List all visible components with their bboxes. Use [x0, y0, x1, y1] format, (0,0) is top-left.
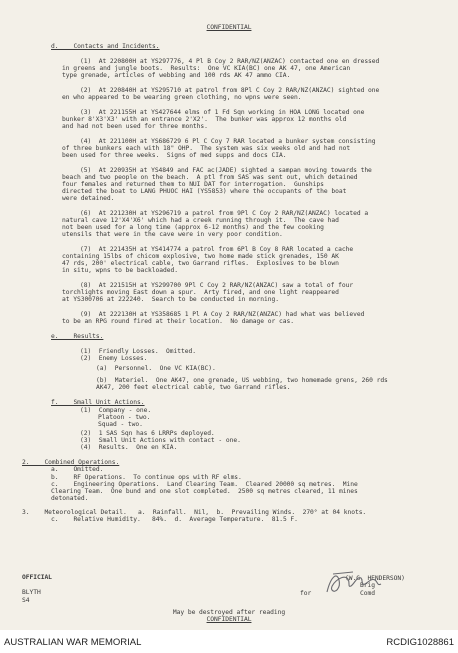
text-line: natural cave 12'X4'X6' which had a creek running through it. The cave had — [62, 217, 339, 224]
text-line: (2) 1 SAS Sqn has 6 LRRPs deployed. — [80, 430, 215, 437]
text-line: bunker 8'X3'X3' with an entrance 2'X2'. The bunker was approx 12 months old — [62, 116, 347, 123]
text-line: (2) Enemy Losses. — [80, 355, 148, 362]
signatory-rank: Brig — [360, 582, 375, 589]
text-line: (4) Results. One en KIA. — [80, 444, 178, 451]
text-line: containing 15lbs of chicom explosive, two home made stick grenades, 150 AK — [62, 253, 339, 260]
classification-header: CONFIDENTIAL — [206, 24, 252, 31]
para-d-heading: d. Contacts and Incidents. — [51, 43, 160, 50]
text-line: (7) At 221435H at YS414774 a patrol from 6Pl B Coy 8 RAR located a cache — [80, 246, 354, 253]
text-line: (6) At 221230H at YS296719 a patrol from 9Pl C Coy 2 RAR/NZ(ANZAC) located a — [80, 210, 369, 217]
signatory-appointment: Comd — [360, 590, 375, 597]
text-line: utensils that were in the cave were in very poor condition. — [62, 231, 283, 238]
text-line: (1) Company - one. — [80, 407, 152, 414]
text-line: Clearing Team. One bund and one slot completed. 2500 sq metres cleared, 11 mines — [51, 488, 358, 495]
text-line: (5) At 220935H at YS4849 and FAC ac(JADE) sighted a sampan moving towards the — [80, 167, 372, 174]
text-line: c. Engineering Operations. Land Clearing Team. Cleared 20000 sq metres. Mine — [51, 481, 358, 488]
para-3-heading: 3. Meteorological Detail. a. Rainfall. Nil, b. Prevailing Winds. 270° at 04 knots. — [22, 509, 367, 516]
text-line: (3) At 221155H at YS427644 elms of 1 Fd Sqn working in HOA LONG located one — [80, 109, 365, 116]
para-e-heading: e. Results. — [51, 333, 104, 340]
text-line: in situ, wpns to be backloaded. — [62, 267, 178, 274]
official-mark: OFFICIAL — [22, 574, 52, 581]
distribution-s4: S4 — [22, 597, 30, 604]
para-2-heading: 2. Combined Operations. — [22, 459, 120, 466]
text-line: (1) At 220800H at YS297776, 4 Pl B Coy 2 RAR/NZ(ANZAC) contacted one en dressed — [80, 58, 380, 65]
archive-name: AUSTRALIAN WAR MEMORIAL — [4, 637, 142, 648]
text-line: (b) Materiel. One AK47, one grenade, US webbing, two homemade grens, 260 rds — [96, 377, 388, 384]
text-line: (1) Friendly Losses. Omitted. — [80, 348, 196, 355]
text-line: four females and returned them to NUI DAT for interrogation. Gunships — [62, 181, 324, 188]
text-line: (4) At 221100H at YS686729 6 Pl C Coy 7 RAR located a bunker system consisting — [80, 138, 376, 145]
text-line: (9) At 222130H at YS358685 1 Pl A Coy 2 RAR/NZ(ANZAC) had what was believed — [80, 311, 365, 318]
text-line: en who appeared to be wearing green clothing, no wpns were seen. — [62, 94, 302, 101]
text-line: beach and two people on the beach. A ptl from SAS was sent out, which detained — [62, 174, 358, 181]
text-line: of three bunkers each with 18" OHP. The system was six weeks old and had not — [62, 145, 351, 152]
classification-footer: CONFIDENTIAL — [206, 616, 252, 623]
text-line: been used for three weeks. Signs of med supps and docs CIA. — [62, 152, 287, 159]
text-line: torchlights moving East down a spur. Arty fired, and one light reappeared — [62, 289, 339, 296]
text-line: (3) Small Unit Actions with contact - one. — [80, 437, 241, 444]
text-line: b. RF Operations. To continue ops with RF elms. — [51, 474, 242, 481]
text-line: at YS300706 at 222240. Search to be conducted in morning. — [62, 296, 279, 303]
text-line: (2) At 220840H at YS295710 at patrol from 8Pl C Coy 2 RAR/NZ(ANZAC) sighted one — [80, 87, 380, 94]
text-line: a. Omitted. — [51, 466, 104, 473]
text-line: Platoon - two. — [98, 414, 151, 421]
text-line: (8) At 221515H at YS299700 9Pl C Coy 2 RAR/NZ(ANZAC) saw a total of four — [80, 282, 354, 289]
distribution-blyth: BLYTH — [22, 589, 41, 596]
text-line: Squad - two. — [98, 421, 143, 428]
text-line: type grenade, articles of webbing and 100 rds AK 47 ammo CIA. — [62, 72, 291, 79]
text-line: AK47, 200 feet electrical cable, two Garrand rifles. — [96, 384, 291, 391]
para-f-heading: f. Small Unit Actions. — [51, 399, 145, 406]
text-line: (a) Personnel. One VC KIA(BC). — [96, 365, 216, 372]
text-line: detonated. — [51, 495, 89, 502]
text-line: 47 rds, 200' electrical cable, two Garrand rifles. Explosives to be blown — [62, 260, 339, 267]
text-line: directed the boat to LANG PHUOC HAI (YS5853) where the occupants of the boat — [62, 188, 347, 195]
handwritten-signature — [323, 566, 385, 600]
archive-reference: RCDIG1028861 — [386, 637, 454, 648]
text-line: and had not been used for three months. — [62, 123, 208, 130]
destroy-note: May be destroyed after reading — [172, 609, 286, 616]
signature-for: for — [300, 590, 312, 597]
text-line: in greens and jungle boots. Results: One VC KIA(BC) one AK 47, one American — [62, 65, 351, 72]
text-line: to be an RPG round fired at their location. No damage or cas. — [62, 318, 294, 325]
text-line: c. Relative Humidity. 84%. d. Average Temperature. 81.5 F. — [51, 516, 298, 523]
text-line: were detained. — [62, 195, 115, 202]
signatory-name: (W.G. HENDERSON) — [345, 575, 405, 582]
text-line: not been used for a long time (approx 6-12 months) and the few cooking — [62, 224, 324, 231]
archive-footer — [0, 630, 458, 653]
